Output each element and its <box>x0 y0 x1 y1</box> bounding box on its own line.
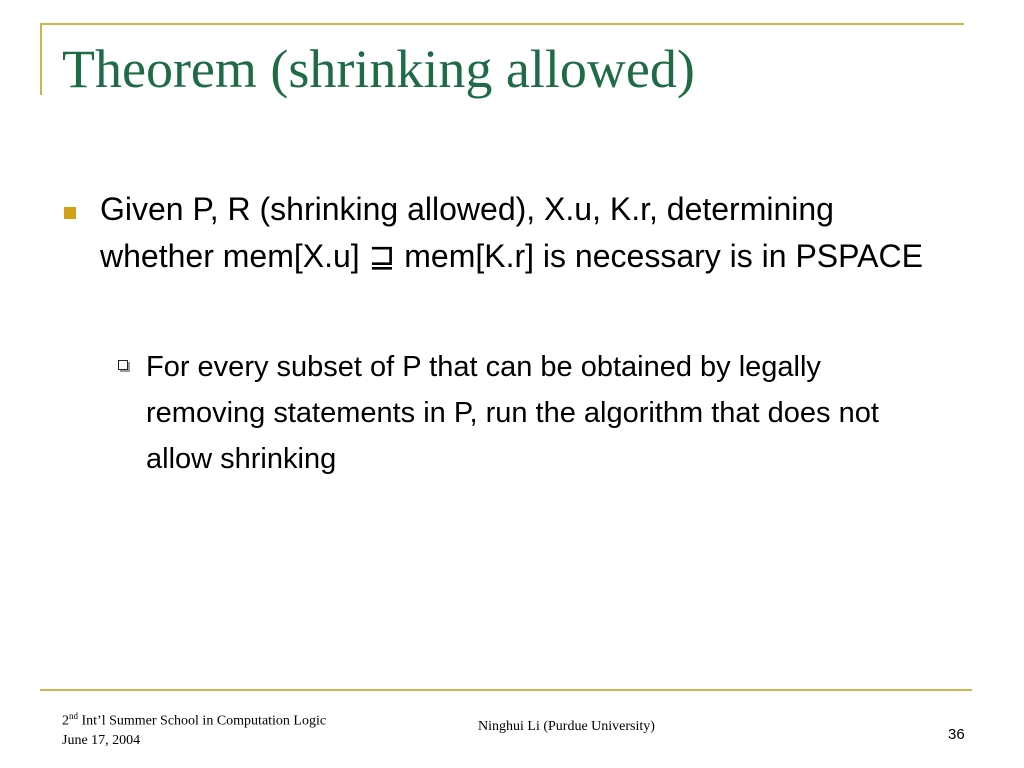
hollow-square-bullet-icon <box>118 360 128 370</box>
page-number: 36 <box>948 726 965 743</box>
footer-date: June 17, 2004 <box>62 732 141 748</box>
square-bullet-icon <box>64 207 76 219</box>
footer-event-info <box>62 707 326 750</box>
slide-title: Theorem (shrinking allowed) <box>62 39 695 99</box>
bullet-level-1 <box>64 186 944 280</box>
footer-author: Ninghui Li (Purdue University) <box>478 719 655 734</box>
footer-event-name: Int’l Summer School in Computation Logic <box>78 713 327 729</box>
top-rule <box>40 23 964 25</box>
footer-event <box>62 707 326 731</box>
bottom-rule <box>40 689 972 691</box>
bullet-level-2 <box>118 344 918 482</box>
bullet-level-1-text: Given P, R (shrinking allowed), X.u, K.r, determining whether mem[X.u] ⊒ mem[K.r] is necessary is in PSPACE <box>100 191 923 274</box>
bullet-level-2-text: For every subset of P that can be obtained by legally removing statements in P, run the algorithm that does not allow shrinking <box>146 351 879 475</box>
left-rule <box>40 23 42 95</box>
footer-ordinal-suffix: nd <box>69 711 78 721</box>
footer-ordinal: 2 <box>62 713 69 729</box>
